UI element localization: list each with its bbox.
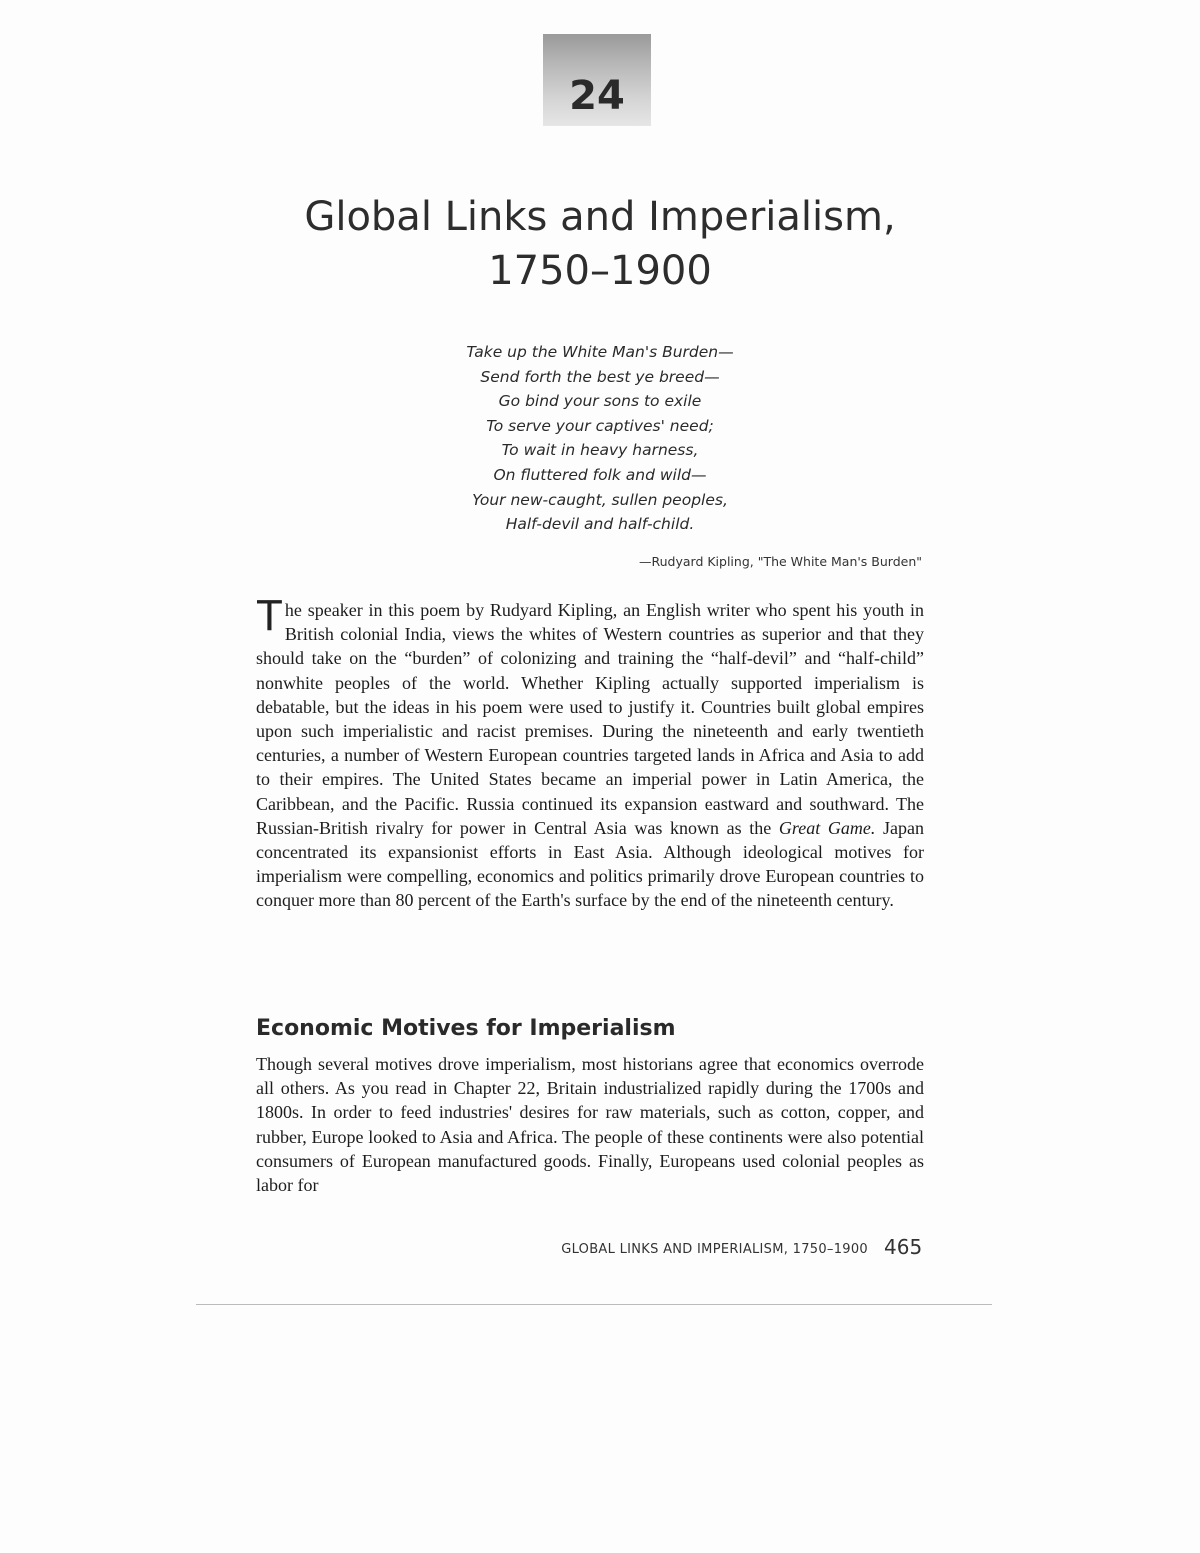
chapter-title [200,190,1000,298]
drop-cap: T [256,591,283,640]
poem-line: Your new-caught, sullen peoples, [472,490,728,509]
intro-text-continued: Japan concentrated its expansionist efforts in East Asia. Although ideological motives for imperialism were compelling, economics and politics primarily drove European countries to conquer more than 80 percent of the Earth's surface by the end of the nineteenth century. [256,817,924,911]
epigraph-poem [380,340,820,537]
running-footer: GLOBAL LINKS AND IMPERIALISM, 1750–1900 [561,1242,868,1257]
poem-line: On fluttered folk and wild— [493,465,707,484]
chapter-number-tab [543,34,651,126]
page-number: 465 [884,1235,923,1259]
chapter-number: 24 [569,73,625,119]
intro-italic-term: Great Game. [778,817,876,838]
poem-line: To serve your captives' need; [486,416,714,435]
poem-line: Go bind your sons to exile [498,392,702,411]
intro-text: he speaker in this poem by Rudyard Kipling, an English writer who spent his youth in British colonial India, views the whites of Western countries as superior and that they should take on the “burden” of colonizing and training the “half-devil” and “half-child” nonwhite peoples of the world. Whether Kipling actually supported imperialism is debatable, but the ideas in his poem were used to justify it. Countries built global empires upon such imperialistic and racist premises. During the nineteenth and early twentieth centuries, a number of Western European countries targeted lands in Africa and Asia to add to their empires. The United States became an imperial power in Latin America, the Caribbean, and the Pacific. Russia continued its expansion eastward and southward. The Russian-British rivalry for power in Central Asia was known as the [256,600,924,838]
chapter-title-line-2: 1750–1900 [488,248,712,294]
poem-line: Half-devil and half-child. [505,515,695,534]
epigraph-attribution: —Rudyard Kipling, "The White Man's Burden" [638,554,922,569]
poem-line: Send forth the best ye breed— [480,367,720,386]
poem-line: To wait in heavy harness, [501,441,699,460]
footer-rule [196,1304,992,1305]
intro-paragraph [256,591,924,913]
chapter-title-line-1: Global Links and Imperialism, [304,194,896,240]
section-heading: Economic Motives for Imperialism [256,1016,676,1041]
poem-line: Take up the White Man's Burden— [466,343,734,361]
section-paragraph: Though several motives drove imperialism, most historians agree that economics overrode all others. As you read in Chapter 22, Britain industrialized rapidly during the 1700s and 1800s. In order to feed industries' desires for raw materials, such as cotton, copper, and rubber, Europe looked to Asia and Africa. The people of these continents were also potential consumers of European manufactured goods. Finally, Europeans used colonial peoples as labor for [256,1054,924,1196]
